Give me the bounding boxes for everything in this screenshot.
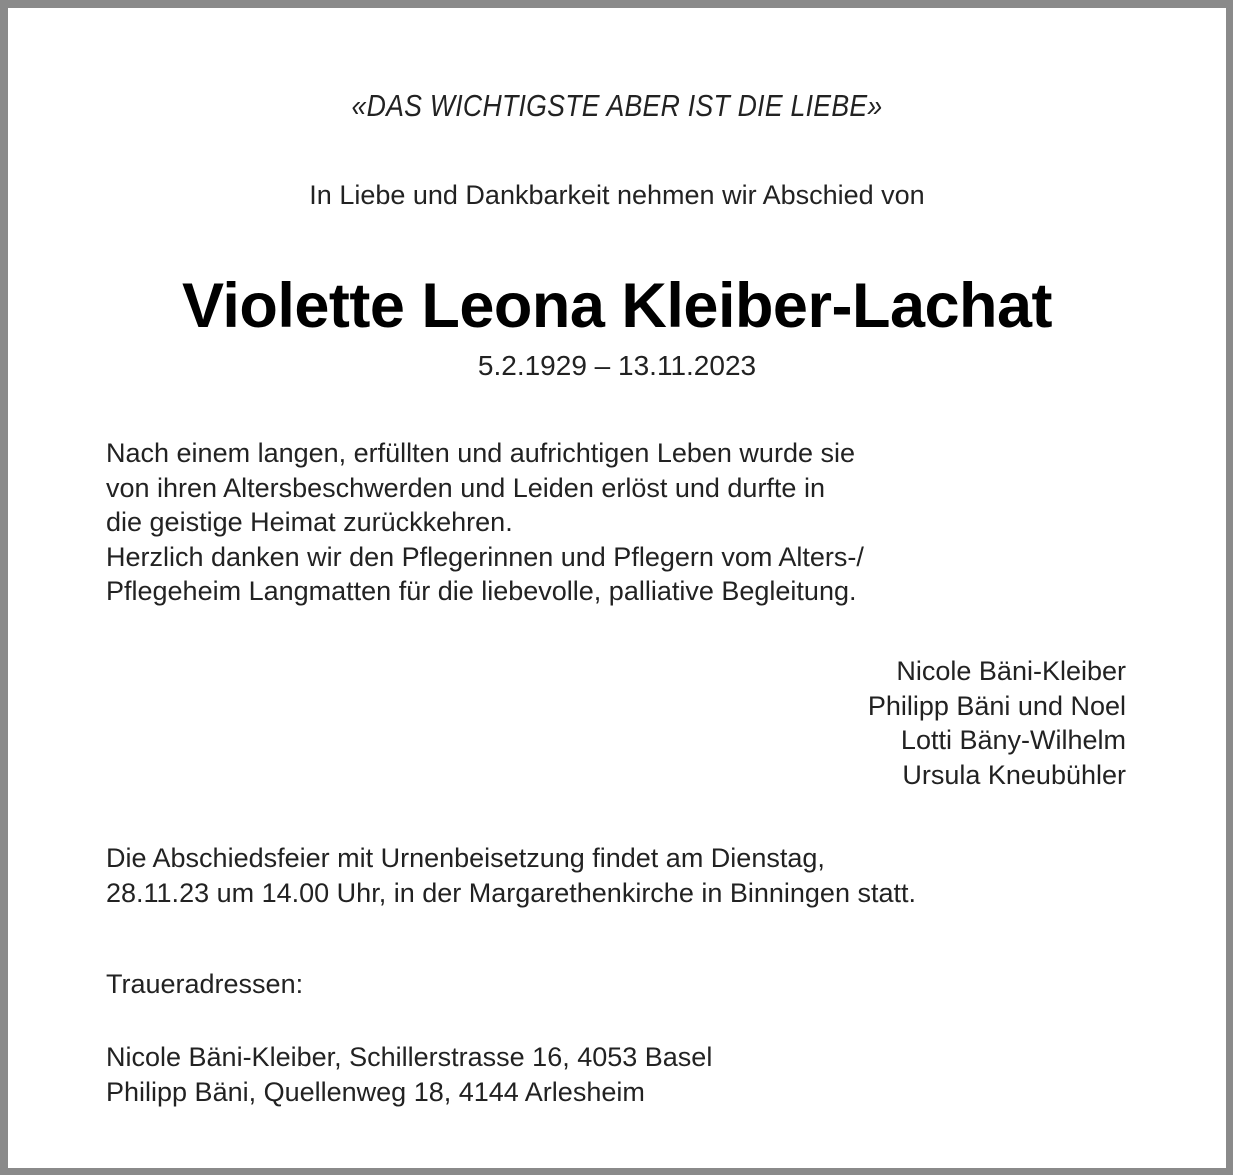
ceremony-info [106,841,916,910]
intro-text: In Liebe und Dankbarkeit nehmen wir Abschied von [309,180,925,210]
motto-heading: «DAS WICHTIGSTE ABER IST DIE LIEBE» [351,88,883,123]
obituary-notice [8,8,1226,1168]
address-line: Philipp Bäni, Quellenweg 18, 4144 Arlesheim [106,1076,645,1107]
address-line: Nicole Bäni-Kleiber, Schillerstrasse 16, 4053 Basel [106,1042,713,1072]
mourner-name: Ursula Kneubühler [902,759,1126,790]
life-dates: 5.2.1929 – 13.11.2023 [477,350,757,381]
mourner-name: Lotti Bäny-Wilhelm [900,725,1126,755]
addresses-list [106,1040,712,1109]
text-line: von ihren Altersbeschwerden und Leiden erlöst und durfte in [106,472,825,503]
mourner-name: Philipp Bäni und Noel [867,690,1126,721]
text-line: Pflegeheim Langmatten für die liebevolle, palliative Begleitung. [106,576,857,606]
addresses-label: Traueradressen: [106,969,304,999]
text-line: 28.11.23 um 14.00 Uhr, in der Margarethenkirche in Binningen statt. [106,877,916,908]
main-text [106,436,864,609]
mourners-list [868,654,1126,792]
text-line: Nach einem langen, erfüllten und aufrichtigen Leben wurde sie [106,438,855,468]
text-line: die geistige Heimat zurückkehren. [106,507,513,537]
mourner-name: Nicole Bäni-Kleiber [896,656,1126,686]
text-line: Die Abschiedsfeier mit Urnenbeisetzung findet am Dienstag, [106,843,825,873]
deceased-name: Violette Leona Kleiber-Lachat [181,271,1053,341]
text-line: Herzlich danken wir den Pflegerinnen und Pflegern vom Alters-/ [106,541,864,572]
